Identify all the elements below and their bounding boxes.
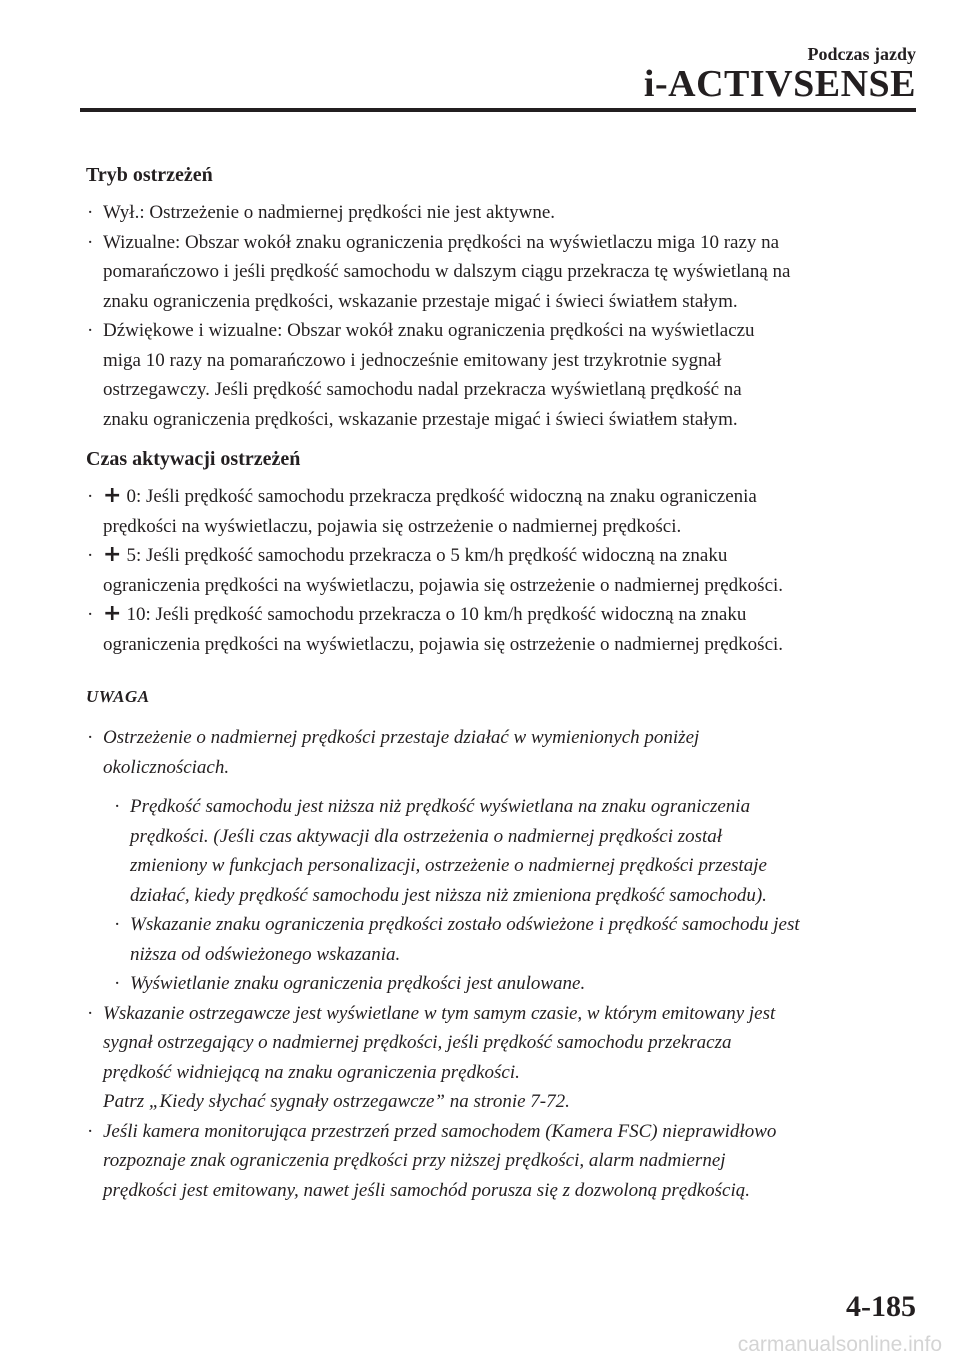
plus-icon: +: [103, 601, 122, 626]
bullet-icon: ·: [87, 545, 94, 566]
header-section-title: Podczas jazdy: [807, 44, 916, 64]
bullet-icon: ·: [87, 1120, 94, 1142]
plus-icon: +: [103, 542, 122, 567]
bullet-icon: ·: [87, 1002, 94, 1024]
bullet-icon: ·: [87, 727, 94, 748]
bullet-icon: ·: [87, 320, 94, 341]
page-number: 4-185: [846, 1290, 916, 1323]
note-item: · Jeśli kamera monitorująca przestrzeń przed samochodem (Kamera FSC) nieprawidłowo rozpoznaje znak ograniczenia prędkości przy niższej prędkości, alarm nadmiernej prędkości jest emitowany, nawet jeśli samochód porusza się z dozwoloną prędkością.: [86, 1117, 920, 1206]
plus-icon: +: [103, 483, 122, 508]
watermark: carmanualsonline.info: [737, 1333, 942, 1356]
list-item: · Wizualne: Obszar wokół znaku ograniczenia prędkości na wyświetlaczu miga 10 razy na pomarańczowo i jeśli prędkość samochodu w dalszym ciągu przekracza tę wyświetlaną na znaku ograniczenia prędkości, wskazanie przestaje migać i świeci światłem stałym.: [86, 228, 920, 317]
note-sub-item: · Prędkość samochodu jest niższa niż prędkość wyświetlana na znaku ograniczenia prędkości. (Jeśli czas aktywacji dla ostrzeżenia o nadmiernej prędkości został zmieniony w funkcjach personalizacji, ostrzeżenie o nadmiernej prędkości przestaje działać, kiedy prędkość samochodu jest niższa niż zmieniona prędkość samochodu).: [113, 792, 920, 910]
note-item: · Wskazanie ostrzegawcze jest wyświetlane w tym samym czasie, w którym emitowany jest sygnał ostrzegający o nadmiernej prędkości, jeśli prędkość samochodu przekracza prędkość widniejącą na znaku ograniczenia prędkości. Patrz „Kiedy słychać sygnały ostrzegawcze” na stronie 7-72.: [86, 999, 920, 1117]
header-chapter-title: i-ACTIVSENSE: [643, 63, 916, 105]
note-sub-item: · Wskazanie znaku ograniczenia prędkości zostało odświeżone i prędkość samochodu jest niższa od odświeżonego wskazania.: [113, 910, 920, 969]
list-item: · Dźwiękowe i wizualne: Obszar wokół znaku ograniczenia prędkości na wyświetlaczu miga 10 razy na pomarańczowo i jednocześnie emitowany jest trzykrotnie sygnał ostrzegawczy. Jeśli prędkość samochodu nadal przekracza wyświetlaną prędkość na znaku ograniczenia prędkości, wskazanie przestaje migać i świeci światłem stałym.: [86, 316, 920, 434]
note-sub-item: · Wyświetlanie znaku ograniczenia prędkości jest anulowane.: [113, 969, 920, 999]
note-item: · Ostrzeżenie o nadmiernej prędkości przestaje działać w wymienionych poniżej okolicznościach.: [86, 723, 920, 782]
bullet-icon: ·: [87, 486, 94, 507]
bullet-icon: ·: [114, 914, 121, 935]
bullet-icon: ·: [87, 202, 94, 223]
warning-mode-heading: Tryb ostrzeżeń: [86, 164, 213, 186]
bullet-icon: ·: [114, 973, 121, 994]
list-item: · + 10: Jeśli prędkość samochodu przekracza o 10 km/h prędkość widoczną na znaku ograniczenia prędkości na wyświetlaczu, pojawia się ostrzeżenie o nadmiernej prędkości.: [87, 601, 784, 655]
note-heading: UWAGA: [86, 687, 150, 706]
list-item: · + 5: Jeśli prędkość samochodu przekracza o 5 km/h prędkość widoczną na znaku ograniczenia prędkości na wyświetlaczu, pojawia się ostrzeżenie o nadmiernej prędkości.: [87, 542, 784, 596]
bullet-icon: ·: [87, 231, 94, 253]
bullet-icon: ·: [114, 796, 121, 817]
page-content: [86, 160, 920, 1205]
activation-heading: Czas aktywacji ostrzeżeń: [86, 448, 301, 470]
bullet-icon: ·: [87, 604, 94, 625]
header-rule: [80, 108, 916, 112]
list-item: · + 0: Jeśli prędkość samochodu przekracza prędkość widoczną na znaku ograniczenia prędkości na wyświetlaczu, pojawia się ostrzeżenie o nadmiernej prędkości.: [87, 483, 757, 537]
list-item: · Wył.: Ostrzeżenie o nadmiernej prędkości nie jest aktywne.: [86, 198, 920, 228]
